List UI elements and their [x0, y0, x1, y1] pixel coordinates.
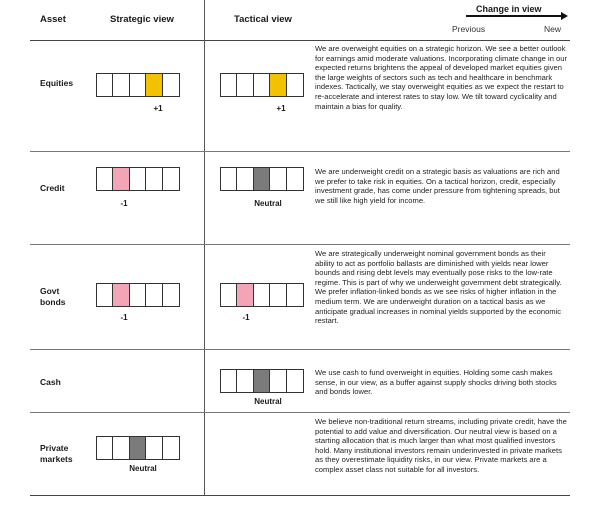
column-divider [204, 0, 205, 495]
selected-scale-cell [113, 284, 129, 306]
scale-cell [221, 168, 237, 190]
description-private-markets: We believe non-traditional return streams, including private credit, have the potential to add value and diversification. Our neutral view is based on a starting allocation that is much larger than what most qualified investors hold. Many institutional investors remain underinvested in private markets as they overestimate liquidity risks, in our view. Private markets are a complex asset class not suitable for all investors. [315, 417, 567, 474]
scale-cell [221, 74, 237, 96]
selected-scale-cell [270, 74, 286, 96]
description-cash: We use cash to fund overweight in equities. Holding some cash makes sense, in our view, as a buffer against supply shocks driving both stocks and bonds lower. [315, 368, 557, 397]
scale-cell [97, 437, 113, 459]
selected-scale-cell [254, 370, 270, 392]
scale-cell [146, 437, 162, 459]
scale-cell [254, 284, 270, 306]
asset-credit: Credit [40, 183, 65, 193]
description-govt-bonds: We are strategically underweight nominal government bonds as their ability to act as portfolio ballasts are diminished with yields near lower bounds and rising debt levels may eventually pose risks to the low-rate regime. This is part of why we underweight government debt strategically. We prefer inflation-linked bonds as we see risks of higher inflation in the medium term. We are underweight duration on a tactical basis as we anticipate gradual increases in nominal yields supported by the economic restart. [315, 249, 562, 326]
header-tactical: Tactical view [234, 14, 292, 25]
selected-scale-cell [146, 74, 162, 96]
scale-cell [287, 370, 303, 392]
asset-private-markets: Private markets [40, 443, 73, 464]
scale-cell [287, 168, 303, 190]
tactical-scale-cash [220, 369, 304, 393]
row-divider [30, 412, 570, 413]
strategic-label-govt-bonds: -1 [120, 313, 128, 322]
legend-previous: Previous [452, 24, 486, 34]
asset-cash: Cash [40, 377, 61, 387]
change-in-view-title: Change in view [476, 4, 542, 14]
scale-cell [130, 168, 146, 190]
strategic-label-credit: -1 [120, 199, 128, 208]
scale-cell [221, 284, 237, 306]
arrow-right-icon [466, 15, 562, 17]
scale-cell [270, 168, 286, 190]
scale-cell [146, 284, 162, 306]
selected-scale-cell [237, 284, 253, 306]
scale-cell [163, 437, 179, 459]
table-header [0, 0, 600, 40]
scale-cell [287, 284, 303, 306]
strategic-scale-govt-bonds [96, 283, 180, 307]
description-equities: We are overweight equities on a strategic horizon. We see a better outlook for earnings amid moderate valuations. Incorporating climate change in our expected returns brightens the appeal of developed market equities given the large weights of sectors such as tech and healthcare in benchmark indexes. Tactically, we stay overweight equities as we expect the restart to re-accelerate and interest rates to stay low. We tilt toward cyclicality and maintain a bias for quality. [315, 44, 567, 111]
header-divider [30, 40, 570, 41]
tactical-scale-equities [220, 73, 304, 97]
row-divider [30, 151, 570, 152]
header-strategic: Strategic view [110, 14, 174, 25]
asset-govt-bonds: Govt bonds [40, 286, 66, 307]
tactical-label-govt-bonds: -1 [242, 313, 250, 322]
scale-cell [130, 284, 146, 306]
tactical-scale-credit [220, 167, 304, 191]
strategic-label-equities: +1 [153, 104, 163, 113]
scale-cell [163, 74, 179, 96]
legend-new: New [544, 24, 562, 34]
scale-cell [254, 74, 270, 96]
scale-cell [287, 74, 303, 96]
selected-scale-cell [113, 168, 129, 190]
header-asset: Asset [40, 14, 66, 25]
scale-cell [221, 370, 237, 392]
scale-cell [113, 74, 129, 96]
scale-cell [113, 437, 129, 459]
table-bottom-border [30, 495, 570, 496]
selected-scale-cell [254, 168, 270, 190]
scale-cell [237, 168, 253, 190]
scale-cell [97, 168, 113, 190]
description-credit: We are underweight credit on a strategic basis as valuations are rich and we prefer to take risk in equities. On a tactical horizon, credit, especially investment grade, has come under pressure from tightening spreads, but we still like high yield for income. [315, 167, 560, 205]
strategic-scale-credit [96, 167, 180, 191]
scale-cell [163, 284, 179, 306]
tactical-label-cash: Neutral [254, 397, 282, 406]
scale-cell [163, 168, 179, 190]
tactical-scale-govt-bonds [220, 283, 304, 307]
scale-cell [270, 284, 286, 306]
scale-cell [130, 74, 146, 96]
asset-equities: Equities [40, 78, 74, 88]
row-divider [30, 349, 570, 350]
selected-scale-cell [130, 437, 146, 459]
tactical-label-credit: Neutral [254, 199, 282, 208]
scale-cell [146, 168, 162, 190]
strategic-scale-equities [96, 73, 180, 97]
scale-cell [97, 284, 113, 306]
scale-cell [97, 74, 113, 96]
tactical-label-equities: +1 [276, 104, 286, 113]
strategic-scale-private-markets [96, 436, 180, 460]
scale-cell [270, 370, 286, 392]
row-divider [30, 244, 570, 245]
scale-cell [237, 74, 253, 96]
scale-cell [237, 370, 253, 392]
strategic-label-private-markets: Neutral [129, 464, 157, 473]
